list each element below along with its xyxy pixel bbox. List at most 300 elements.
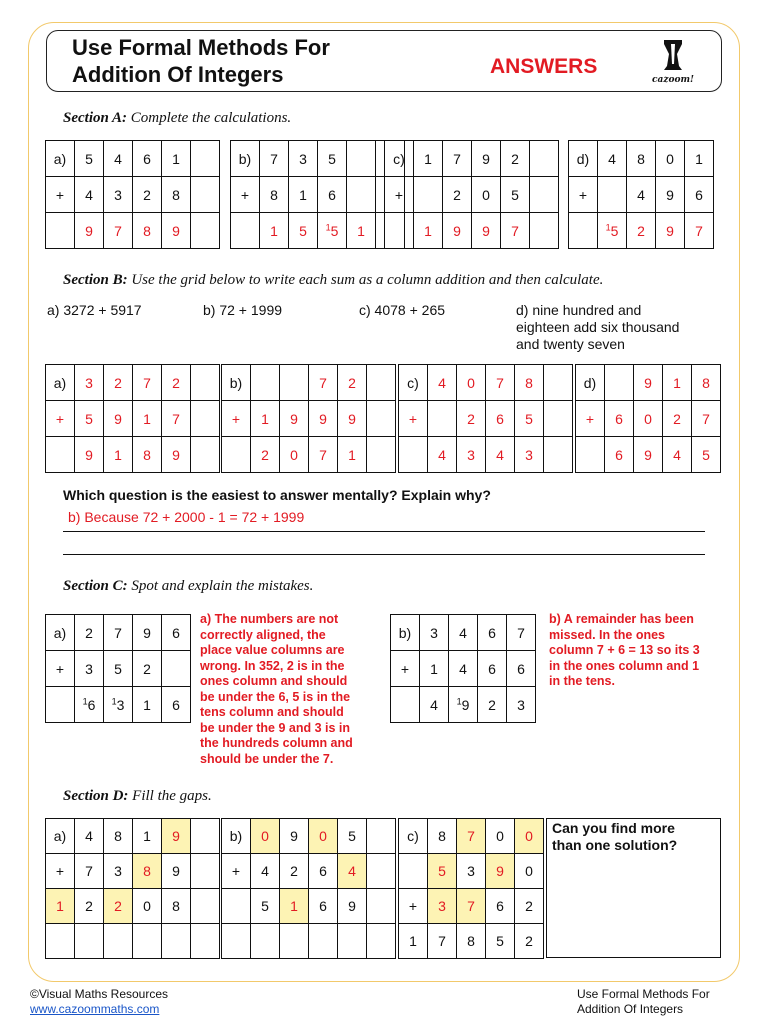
cell-value: 2 xyxy=(348,374,356,391)
cell-value: 9 xyxy=(172,222,180,239)
grid-cell xyxy=(133,213,162,249)
cell-value: + xyxy=(55,410,65,427)
cell-value: 8 xyxy=(270,186,278,203)
cell-value: + xyxy=(400,660,410,677)
grid-cell xyxy=(478,651,507,687)
cell-value: 2 xyxy=(114,374,122,391)
grid-cell xyxy=(191,437,220,473)
grid-cell xyxy=(338,819,367,854)
grid-cell xyxy=(318,213,347,249)
grid-cell xyxy=(507,615,536,651)
grid-cell xyxy=(663,437,692,473)
grid-cell xyxy=(338,889,367,924)
grid-cell xyxy=(191,889,220,924)
grid-row xyxy=(231,177,405,213)
question-b-b: b) 72 + 1999 xyxy=(203,302,283,318)
cell-value: 1 xyxy=(424,222,432,239)
grid-cell xyxy=(162,889,191,924)
cell-value: 7 xyxy=(114,624,122,641)
grid-cell xyxy=(280,401,309,437)
grid-cell xyxy=(46,437,75,473)
cell-value: 5 xyxy=(261,898,269,914)
grid-cell xyxy=(75,437,104,473)
cell-value: + xyxy=(585,410,595,427)
grid-cell xyxy=(486,437,515,473)
grid-cell xyxy=(634,437,663,473)
cell-value: 3 xyxy=(525,446,533,463)
section-d-heading: Section D: Fill the gaps. xyxy=(63,788,212,804)
cell-value: 7 xyxy=(270,150,278,167)
note-line: a) The numbers are not xyxy=(200,612,339,626)
cell-value: 9 xyxy=(172,863,180,879)
grid-cell xyxy=(569,177,598,213)
footer-left xyxy=(30,987,168,1017)
grid-cell xyxy=(428,401,457,437)
cell-value: 7 xyxy=(467,828,475,844)
cell-value: 7 xyxy=(467,898,475,914)
grid-cell xyxy=(162,213,191,249)
grid-cell xyxy=(251,924,280,959)
cell-value: 4 xyxy=(438,446,446,463)
cell-value: 5 xyxy=(85,410,93,427)
grid-cell xyxy=(309,819,338,854)
grid-a-b xyxy=(230,140,405,249)
cell-value: 4 xyxy=(114,150,122,167)
cell-value: 8 xyxy=(525,374,533,391)
grid-row xyxy=(569,213,714,249)
cell-value: 7 xyxy=(319,374,327,391)
cell-value: 2 xyxy=(143,660,151,677)
cell-value: + xyxy=(408,410,418,427)
cell-value: 6 xyxy=(328,186,336,203)
grid-cell xyxy=(457,819,486,854)
grid-cell xyxy=(501,213,530,249)
cell-value: 0 xyxy=(290,446,298,463)
cell-value: 4 xyxy=(85,186,93,203)
cell-value: + xyxy=(55,660,65,677)
grid-row xyxy=(231,141,405,177)
grid-cell xyxy=(104,819,133,854)
cell-value: 9 xyxy=(496,863,504,879)
grid-cell xyxy=(46,819,75,854)
cell-value: 6 xyxy=(496,410,504,427)
cell-value: 9 xyxy=(644,374,652,391)
cell-value: 8 xyxy=(637,150,645,167)
cell-value: 6 xyxy=(488,660,496,677)
grid-row xyxy=(399,854,544,889)
grid-row xyxy=(399,819,544,854)
grid-cell xyxy=(280,924,309,959)
grid-cell xyxy=(46,924,75,959)
grid-row xyxy=(46,437,220,473)
grid-cell xyxy=(367,365,396,401)
cell-value: 1 xyxy=(56,898,64,914)
grid-cell xyxy=(486,365,515,401)
grid-cell xyxy=(627,177,656,213)
grid-cell xyxy=(222,365,251,401)
grid-cell xyxy=(399,819,428,854)
grid-cell xyxy=(428,437,457,473)
cell-value: 9 xyxy=(290,828,298,844)
grid-cell xyxy=(414,177,443,213)
grid-cell xyxy=(162,854,191,889)
grid-cell xyxy=(472,177,501,213)
cell-value: 7 xyxy=(172,410,180,427)
cell-value: 2 xyxy=(673,410,681,427)
cell-value: 9 xyxy=(348,898,356,914)
cell-value: 0 xyxy=(143,898,151,914)
cell-value: 1 xyxy=(261,410,269,427)
grid-cell xyxy=(75,819,104,854)
grid-cell xyxy=(222,819,251,854)
grid-cell xyxy=(391,615,420,651)
grid-row xyxy=(46,365,220,401)
grid-cell xyxy=(367,819,396,854)
grid-cell xyxy=(634,365,663,401)
grid-cell xyxy=(457,401,486,437)
grid-cell xyxy=(449,651,478,687)
grid-cell xyxy=(133,141,162,177)
grid-cell xyxy=(75,889,104,924)
grid-a-c xyxy=(384,140,559,249)
grid-cell xyxy=(391,687,420,723)
grid-cell xyxy=(75,213,104,249)
grid-cell xyxy=(191,924,220,959)
grid-cell xyxy=(46,177,75,213)
grid-cell xyxy=(414,213,443,249)
cell-value: 9 xyxy=(143,624,151,641)
grid-cell xyxy=(399,854,428,889)
answers-label: ANSWERS xyxy=(490,55,598,78)
grid-cell xyxy=(663,401,692,437)
grid-cell xyxy=(191,854,220,889)
note-line: column 7 + 6 = 13 so its 3 xyxy=(549,643,700,657)
cell-value: 4 xyxy=(459,624,467,641)
cell-value: 0 xyxy=(319,828,327,844)
grid-cell xyxy=(104,854,133,889)
grid-cell xyxy=(75,651,104,687)
grid-cell xyxy=(133,924,162,959)
grid-cell xyxy=(46,365,75,401)
grid-row xyxy=(399,437,573,473)
cell-value: 1 xyxy=(430,660,438,677)
grid-cell xyxy=(515,924,544,959)
question-b-a: a) 3272 + 5917 xyxy=(47,302,142,318)
grid-cell xyxy=(367,854,396,889)
cell-value: 6 xyxy=(488,624,496,641)
cell-value: 5 xyxy=(328,150,336,167)
grid-cell xyxy=(663,365,692,401)
cell-value: 9 xyxy=(666,222,674,239)
grid-cell xyxy=(605,401,634,437)
grid-cell xyxy=(46,213,75,249)
cell-value: 3 xyxy=(467,863,475,879)
cell-value: 9 xyxy=(319,410,327,427)
carry-digit: 1 xyxy=(111,695,117,706)
grid-row xyxy=(46,141,220,177)
grid-row xyxy=(46,401,220,437)
grid-cell xyxy=(222,889,251,924)
grid-row xyxy=(222,924,396,959)
grid-cell xyxy=(472,213,501,249)
grid-cell xyxy=(515,854,544,889)
grid-cell xyxy=(222,924,251,959)
grid-cell xyxy=(280,819,309,854)
cell-value: 3 xyxy=(85,660,93,677)
cell-value: 0 xyxy=(261,828,269,844)
grid-cell xyxy=(289,177,318,213)
grid-row xyxy=(576,437,721,473)
cell-value: 3 xyxy=(517,696,525,713)
cell-value: a) xyxy=(53,150,67,167)
cell-value: 3 xyxy=(467,446,475,463)
grid-cell xyxy=(75,854,104,889)
cell-value: b) xyxy=(229,374,243,391)
grid-row xyxy=(222,819,396,854)
grid-row xyxy=(222,401,396,437)
cell-value: 4 xyxy=(459,660,467,677)
grid-cell xyxy=(692,401,721,437)
grid-cell xyxy=(478,615,507,651)
cell-value: 4 xyxy=(673,446,681,463)
grid-cell xyxy=(515,365,544,401)
cell-value: 3 xyxy=(114,863,122,879)
grid-cell xyxy=(289,141,318,177)
grid-cell xyxy=(501,141,530,177)
grid-row xyxy=(222,437,396,473)
grid-cell xyxy=(576,401,605,437)
cell-value: 4 xyxy=(438,374,446,391)
grid-cell xyxy=(544,365,573,401)
grid-cell xyxy=(443,177,472,213)
cazoom-logo xyxy=(646,40,700,86)
grid-cell xyxy=(104,889,133,924)
cell-value: 5 xyxy=(525,410,533,427)
grid-cell xyxy=(367,889,396,924)
cell-value: 5 xyxy=(511,186,519,203)
logo-icon xyxy=(662,40,684,70)
cell-value: 6 xyxy=(172,624,180,641)
cell-value: 9 xyxy=(644,446,652,463)
grid-row xyxy=(399,889,544,924)
grid-row xyxy=(231,213,405,249)
cell-value: 7 xyxy=(114,222,122,239)
grid-cell xyxy=(318,141,347,177)
grid-row xyxy=(46,854,220,889)
note-line: in the tens. xyxy=(549,674,615,688)
grid-row xyxy=(46,651,191,687)
cell-value: + xyxy=(231,863,241,879)
grid-cell xyxy=(162,924,191,959)
grid-cell xyxy=(162,401,191,437)
grid-cell xyxy=(443,141,472,177)
cell-value: 1 xyxy=(424,150,432,167)
grid-cell xyxy=(251,819,280,854)
cell-value: 1 xyxy=(172,150,180,167)
grid-cell xyxy=(191,365,220,401)
grid-cell xyxy=(515,437,544,473)
mistake-a-explanation xyxy=(200,612,353,767)
cell-value: 7 xyxy=(511,222,519,239)
grid-cell xyxy=(162,141,191,177)
cell-value: 0 xyxy=(482,186,490,203)
cell-value: 2 xyxy=(525,933,533,949)
grid-cell xyxy=(104,651,133,687)
note-line: wrong. In 352, 2 is in the xyxy=(200,658,345,673)
footer-right xyxy=(577,987,710,1017)
cell-value: 8 xyxy=(172,898,180,914)
cell-value: 2 xyxy=(488,696,496,713)
cell-value: d) xyxy=(583,374,597,391)
grid-cell xyxy=(385,177,414,213)
grid-cell xyxy=(685,177,714,213)
grid-cell xyxy=(260,141,289,177)
grid-cell xyxy=(309,924,338,959)
cell-value: 8 xyxy=(114,828,122,844)
note-line: should be under the 7. xyxy=(200,751,334,766)
grid-cell xyxy=(486,924,515,959)
grid-cell xyxy=(75,141,104,177)
note-line: place value columns are xyxy=(200,643,345,657)
cell-value: 4 xyxy=(608,150,616,167)
grid-cell xyxy=(104,141,133,177)
grid-row xyxy=(46,615,191,651)
grid-cell xyxy=(634,401,663,437)
grid-row xyxy=(222,854,396,889)
cell-value: 5 xyxy=(610,222,619,239)
cell-value: 0 xyxy=(525,863,533,879)
cell-value: 7 xyxy=(453,150,461,167)
grid-cell xyxy=(133,365,162,401)
grid-cell xyxy=(449,615,478,651)
grid-cell xyxy=(338,365,367,401)
grid-cell xyxy=(162,819,191,854)
cell-value: 9 xyxy=(461,696,470,713)
grid-cell xyxy=(656,141,685,177)
grid-c-a xyxy=(45,614,191,723)
cell-value: 7 xyxy=(517,624,525,641)
grid-row xyxy=(399,365,573,401)
grid-cell xyxy=(385,213,414,249)
grid-cell xyxy=(104,437,133,473)
grid-cell xyxy=(656,177,685,213)
grid-cell xyxy=(399,889,428,924)
cell-value: 1 xyxy=(143,828,151,844)
cell-value: 5 xyxy=(702,446,710,463)
grid-cell xyxy=(104,401,133,437)
cell-value: 4 xyxy=(430,696,438,713)
grid-cell xyxy=(231,141,260,177)
grid-c-b xyxy=(390,614,536,723)
grid-cell xyxy=(605,437,634,473)
cell-value: 5 xyxy=(299,222,307,239)
cell-value: 7 xyxy=(438,933,446,949)
grid-cell xyxy=(309,854,338,889)
cell-value: 7 xyxy=(85,863,93,879)
cell-value: 6 xyxy=(615,410,623,427)
grid-cell xyxy=(251,401,280,437)
logo-text: cazoom! xyxy=(652,75,694,85)
grid-cell xyxy=(544,401,573,437)
grid-d-c xyxy=(398,818,544,959)
grid-cell xyxy=(133,615,162,651)
grid-cell xyxy=(46,141,75,177)
carry-digit: 1 xyxy=(82,695,88,706)
grid-cell xyxy=(515,889,544,924)
grid-cell xyxy=(428,924,457,959)
grid-cell xyxy=(347,177,376,213)
grid-cell xyxy=(251,365,280,401)
cell-value: b) xyxy=(398,624,412,641)
grid-d-a xyxy=(45,818,220,959)
section-b-heading: Section B: Use the grid below to write each sum as a column addition and then calculate. xyxy=(63,272,604,288)
grid-cell xyxy=(338,401,367,437)
cell-value: 7 xyxy=(496,374,504,391)
cell-value: + xyxy=(240,186,250,203)
grid-cell xyxy=(222,401,251,437)
grid-cell xyxy=(318,177,347,213)
grid-d-b xyxy=(221,818,396,959)
grid-cell xyxy=(385,141,414,177)
cell-value: b) xyxy=(238,150,252,167)
grid-cell xyxy=(104,687,133,723)
cell-value: a) xyxy=(53,624,67,641)
grid-b-a xyxy=(45,364,220,473)
section-a-heading: Section A: Complete the calculations. xyxy=(63,110,292,126)
grid-cell xyxy=(420,615,449,651)
grid-cell xyxy=(507,651,536,687)
grid-cell xyxy=(309,889,338,924)
note-line: missed. In the ones xyxy=(549,627,666,642)
grid-cell xyxy=(162,651,191,687)
grid-cell xyxy=(347,213,376,249)
cell-value: 6 xyxy=(87,696,96,713)
cell-value: 1 xyxy=(290,898,298,914)
grid-cell xyxy=(501,177,530,213)
grid-cell xyxy=(162,437,191,473)
grid-row xyxy=(385,213,559,249)
grid-row xyxy=(569,177,714,213)
cell-value: 1 xyxy=(348,446,356,463)
cell-value: 2 xyxy=(261,446,269,463)
cell-value: 2 xyxy=(467,410,475,427)
grid-cell xyxy=(162,687,191,723)
grid-cell xyxy=(280,889,309,924)
grid-cell xyxy=(478,687,507,723)
grid-cell xyxy=(231,177,260,213)
grid-cell xyxy=(104,615,133,651)
website-link[interactable]: www.cazoommaths.com xyxy=(30,1002,160,1016)
grid-cell xyxy=(133,437,162,473)
cell-value: 9 xyxy=(114,410,122,427)
grid-cell xyxy=(46,615,75,651)
cell-value: 9 xyxy=(290,410,298,427)
title-line-2: Addition Of Integers xyxy=(72,62,284,87)
grid-cell xyxy=(399,924,428,959)
grid-cell xyxy=(260,177,289,213)
grid-cell xyxy=(457,437,486,473)
cell-value: 6 xyxy=(496,898,504,914)
cell-value: a) xyxy=(53,828,67,844)
cell-value: + xyxy=(394,186,404,203)
cell-value: 3 xyxy=(85,374,93,391)
grid-cell xyxy=(569,213,598,249)
grid-cell xyxy=(162,615,191,651)
grid-cell xyxy=(544,437,573,473)
grid-cell xyxy=(598,141,627,177)
grid-cell xyxy=(222,437,251,473)
note-line: be under the 9 and 3 is in xyxy=(200,720,351,735)
